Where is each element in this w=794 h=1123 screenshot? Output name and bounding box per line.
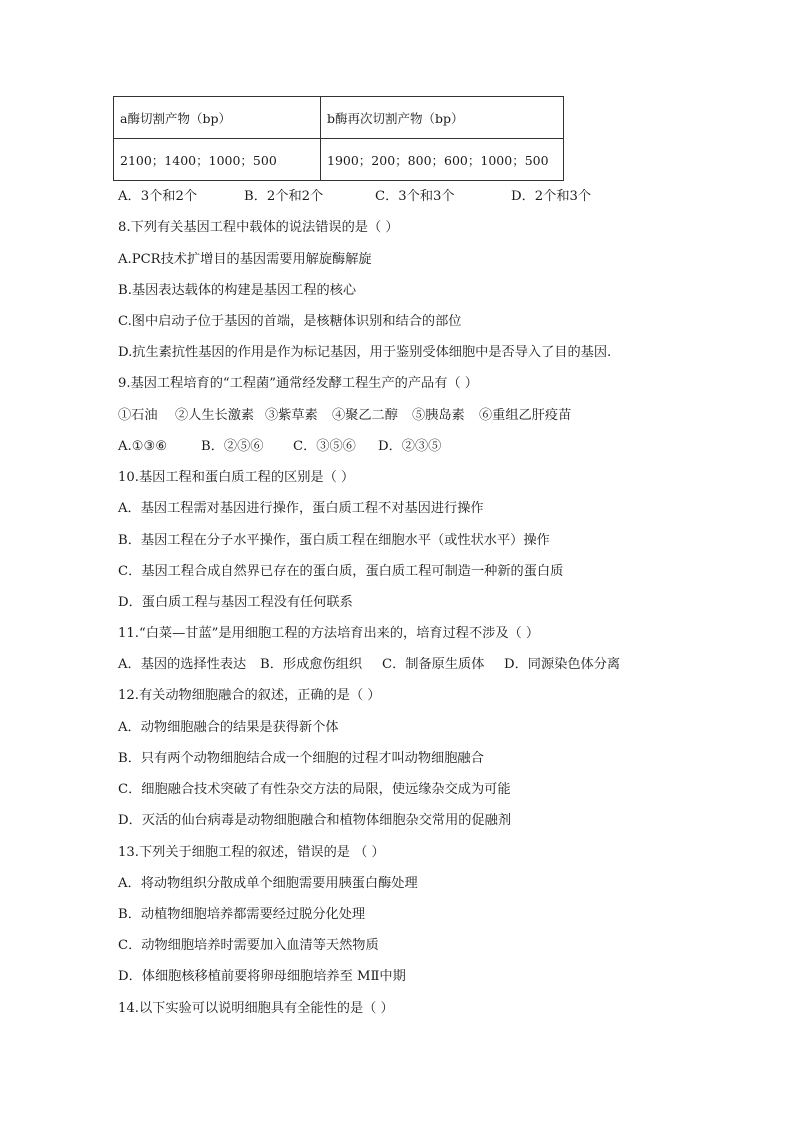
q9-item-2: ②人生长激素 bbox=[175, 408, 255, 423]
table-header-b: b酶再次切割产物（bp） bbox=[321, 97, 564, 139]
q7-option-d: D．2个和3个 bbox=[511, 189, 592, 204]
q11-option-d: D．同源染色体分离 bbox=[504, 657, 621, 672]
q8-option-a: A.PCR技术扩增目的基因需要用解旋酶解旋 bbox=[118, 252, 372, 267]
q11-stem: 11.“白菜—甘蓝”是用细胞工程的方法培育出来的，培育过程不涉及（ ） bbox=[118, 626, 540, 641]
q9-items bbox=[118, 407, 571, 425]
q13-stem: 13.下列关于细胞工程的叙述，错误的是 （ ） bbox=[118, 845, 385, 860]
q11-option-a: A．基因的选择性表达 bbox=[118, 657, 247, 672]
q10-option-a: A．基因工程需对基因进行操作，蛋白质工程不对基因进行操作 bbox=[118, 501, 484, 516]
q9-item-3: ③紫草素 bbox=[265, 408, 318, 423]
q9-item-5: ⑤胰岛素 bbox=[412, 408, 465, 423]
q7-option-c: C．3个和3个 bbox=[375, 189, 455, 204]
q9-option-b: B．②⑤⑥ bbox=[201, 439, 264, 454]
q9-options bbox=[118, 438, 441, 456]
table-cell-b: 1900；200；800；600；1000；500 bbox=[321, 139, 564, 181]
q9-option-a: A.①③⑥ bbox=[118, 439, 168, 454]
q13-option-a: A．将动物组织分散成单个细胞需要用胰蛋白酶处理 bbox=[118, 876, 418, 891]
q11-option-b: B．形成愈伤组织 bbox=[260, 657, 363, 672]
q9-item-6: ⑥重组乙肝疫苗 bbox=[479, 408, 572, 423]
q12-option-b: B．只有两个动物细胞结合成一个细胞的过程才叫动物细胞融合 bbox=[118, 751, 484, 766]
q10-option-b: B．基因工程在分子水平操作，蛋白质工程在细胞水平（或性状水平）操作 bbox=[118, 533, 550, 548]
q10-option-c: C．基因工程合成自然界已存在的蛋白质，蛋白质工程可制造一种新的蛋白质 bbox=[118, 564, 564, 579]
q14-stem: 14.以下实验可以说明细胞具有全能性的是（ ） bbox=[118, 1001, 394, 1016]
q10-option-d: D．蛋白质工程与基因工程没有任何联系 bbox=[118, 595, 353, 610]
enzyme-cut-table bbox=[113, 96, 564, 181]
table-row bbox=[114, 139, 564, 181]
q7-options bbox=[118, 188, 591, 206]
table-header-row bbox=[114, 97, 564, 139]
q13-option-c: C．动物细胞培养时需要加入血清等天然物质 bbox=[118, 938, 379, 953]
q7-option-a: A．3个和2个 bbox=[118, 189, 198, 204]
q12-option-d: D．灭活的仙台病毒是动物细胞融合和植物体细胞杂交常用的促融剂 bbox=[118, 813, 512, 828]
q13-option-d: D．体细胞核移植前要将卵母细胞培养至 MⅡ中期 bbox=[118, 969, 406, 984]
q9-item-4: ④聚乙二醇 bbox=[332, 408, 398, 423]
table-cell-a: 2100；1400；1000；500 bbox=[114, 139, 321, 181]
q9-stem: 9.基因工程培育的“工程菌”通常经发酵工程生产的产品有（ ） bbox=[118, 376, 478, 391]
q8-option-d: D.抗生素抗性基因的作用是作为标记基因，用于鉴别受体细胞中是否导入了目的基因. bbox=[118, 345, 612, 360]
q11-option-c: C．制备原生质体 bbox=[382, 657, 485, 672]
q13-option-b: B．动植物细胞培养都需要经过脱分化处理 bbox=[118, 907, 366, 922]
q12-stem: 12.有关动物细胞融合的叙述，正确的是（ ） bbox=[118, 688, 381, 703]
q7-option-b: B．2个和2个 bbox=[244, 189, 324, 204]
q10-stem: 10.基因工程和蛋白质工程的区别是（ ） bbox=[118, 470, 355, 485]
table-header-a: a酶切割产物（bp） bbox=[114, 97, 321, 139]
q9-item-1: ①石油 bbox=[118, 408, 158, 423]
q9-option-d: D．②③⑤ bbox=[378, 439, 442, 454]
q9-option-c: C．③⑤⑥ bbox=[293, 439, 356, 454]
q12-option-a: A．动物细胞融合的结果是获得新个体 bbox=[118, 720, 339, 735]
q11-options bbox=[118, 656, 620, 674]
q8-option-b: B.基因表达载体的构建是基因工程的核心 bbox=[118, 283, 357, 298]
q12-option-c: C．细胞融合技术突破了有性杂交方法的局限，使远缘杂交成为可能 bbox=[118, 782, 511, 797]
q8-option-c: C.图中启动子位于基因的首端，是核糖体识别和结合的部位 bbox=[118, 314, 462, 329]
q8-stem: 8.下列有关基因工程中载体的说法错误的是（ ） bbox=[118, 220, 399, 235]
